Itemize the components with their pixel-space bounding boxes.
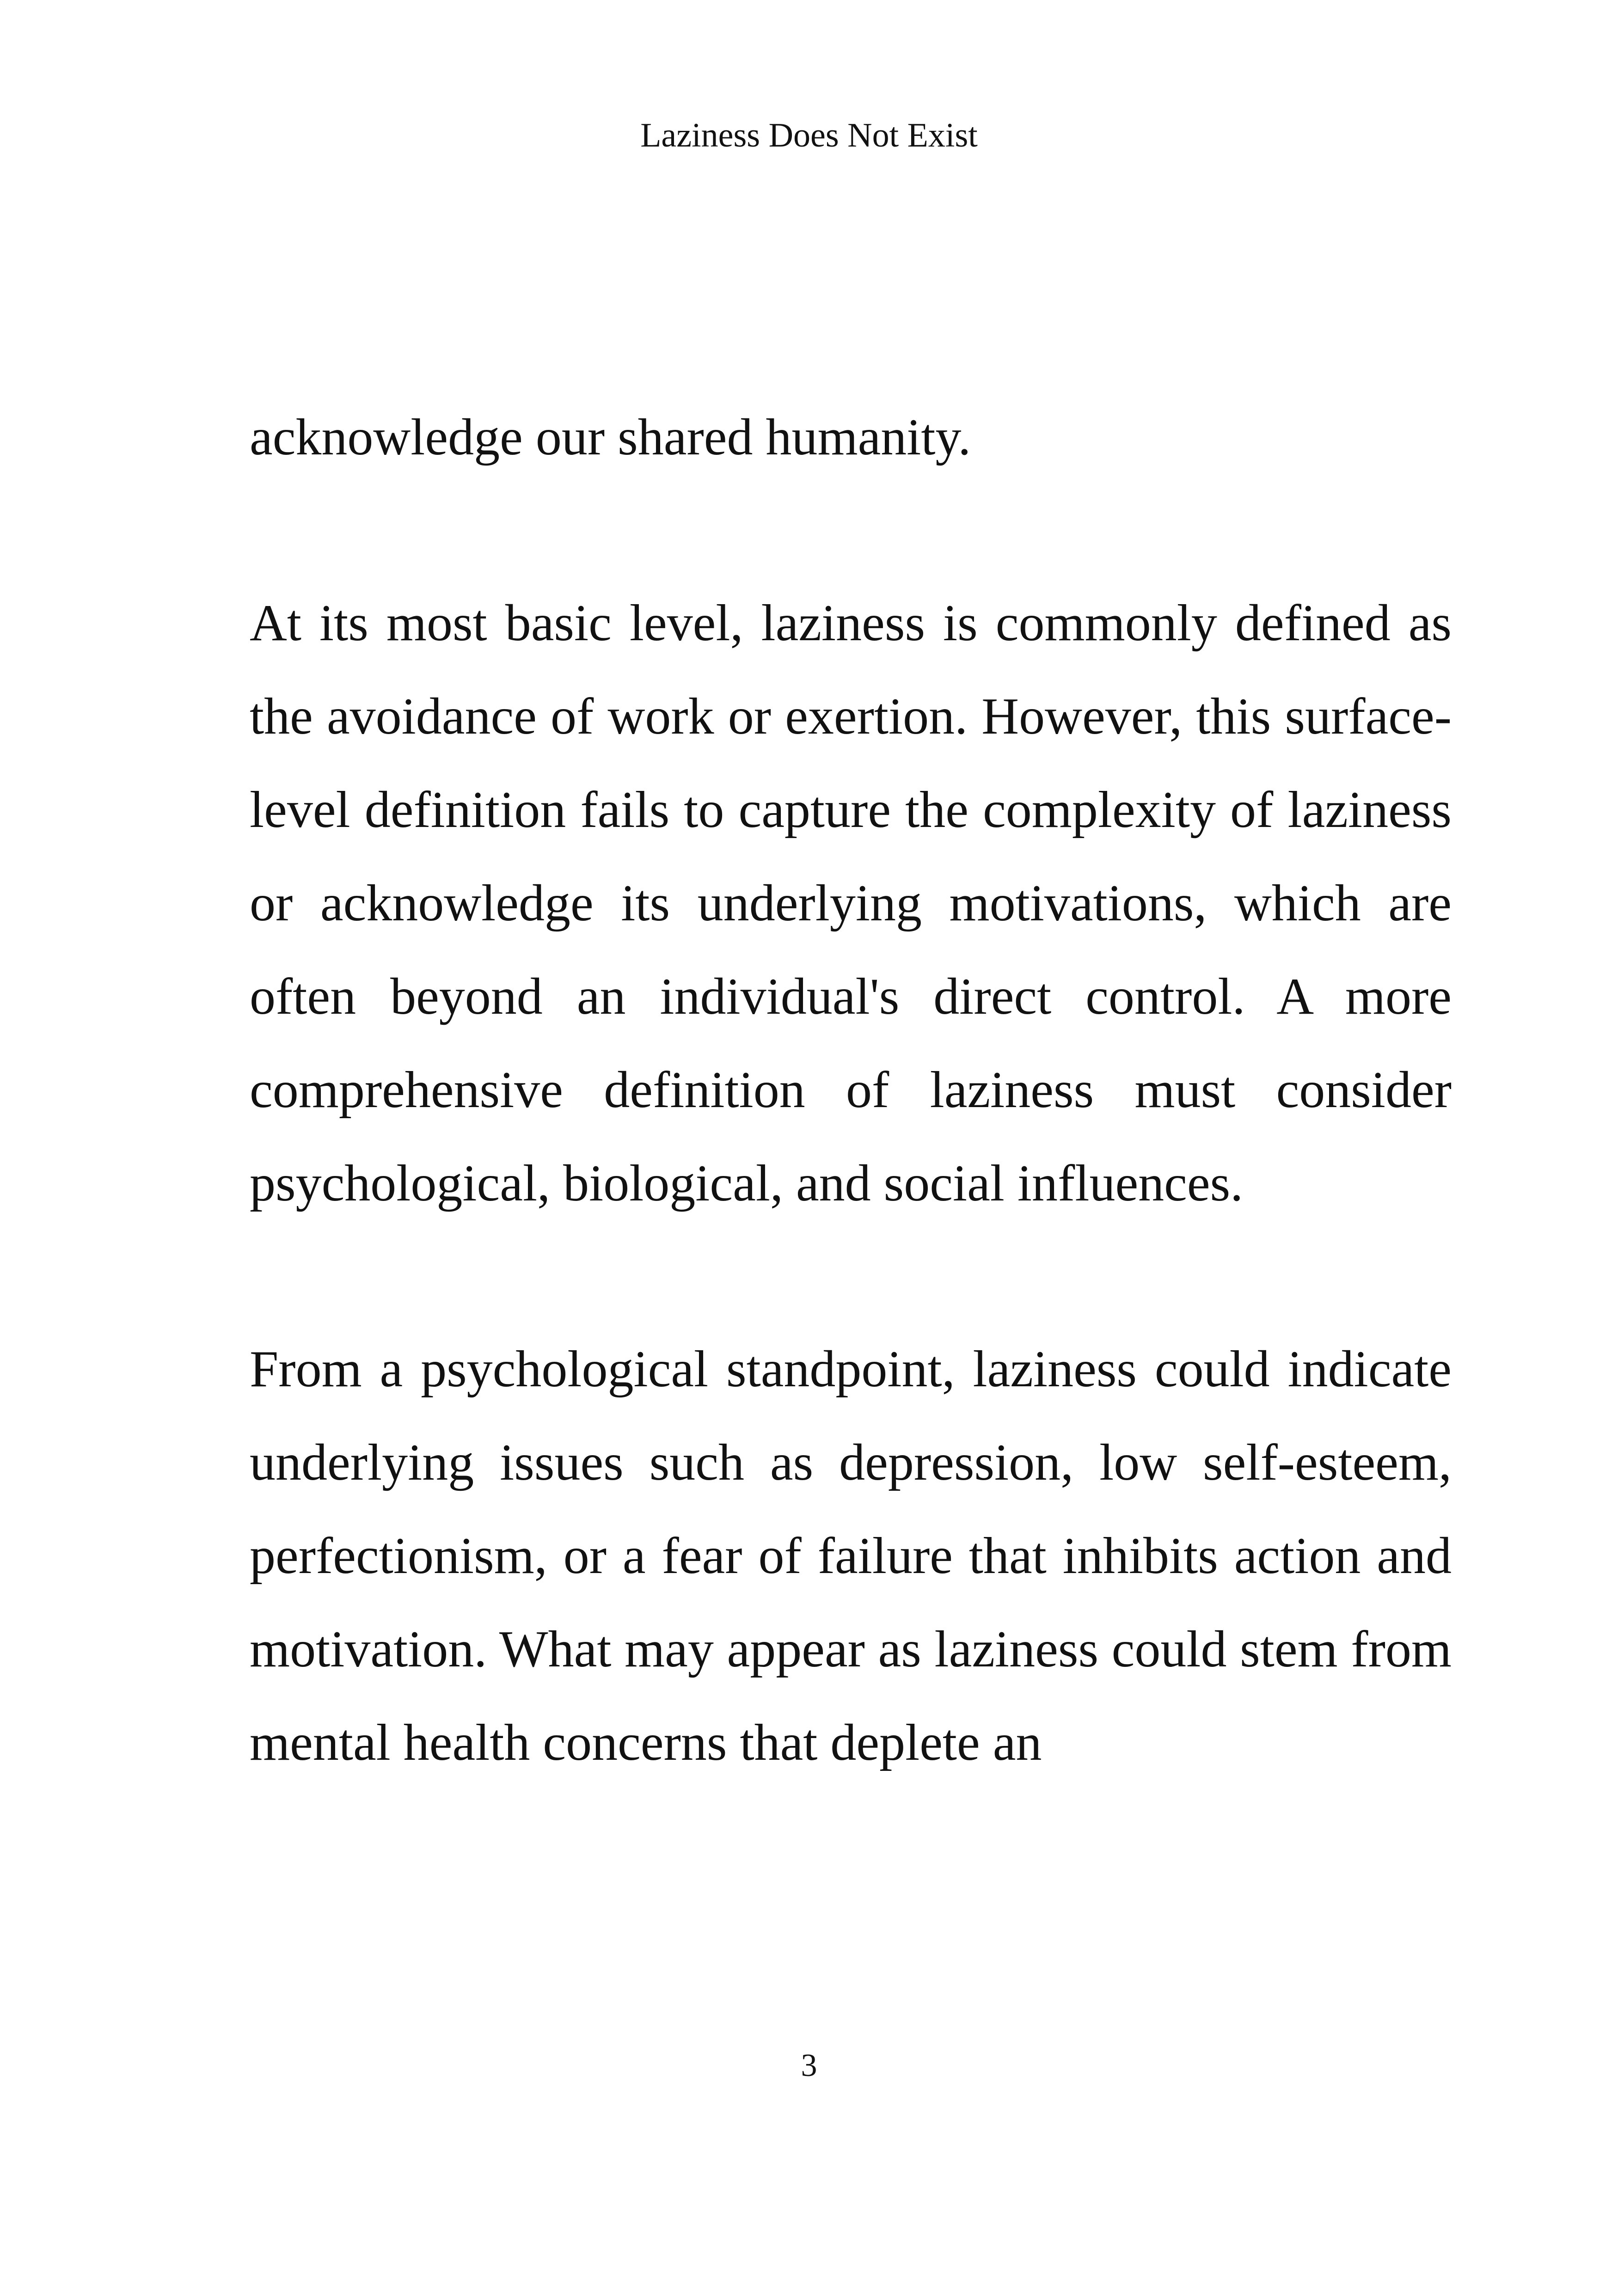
- running-header: Laziness Does Not Exist: [640, 116, 978, 154]
- page-number: 3: [801, 2048, 817, 2083]
- body-text: [250, 391, 1452, 1789]
- paragraph-continuation: acknowledge our shared humanity.: [250, 409, 971, 466]
- paragraph-psychological-standpoint: From a psychological standpoint, laziness could indicate underlying issues such as depression, low self-esteem, perfectionism, or a fear of failure that inhibits action and motivation. What may appear as laziness could stem from mental health concerns that deplete an: [250, 1341, 1452, 1771]
- paragraph-laziness-definition: At its most basic level, laziness is commonly defined as the avoidance of work or exertion. However, this surface-level definition fails to capture the complexity of laziness or acknowledge its underlying motivations, which are often beyond an individual's direct control. A more comprehensive definition of laziness must consider psychological, biological, and social influences.: [250, 594, 1452, 1212]
